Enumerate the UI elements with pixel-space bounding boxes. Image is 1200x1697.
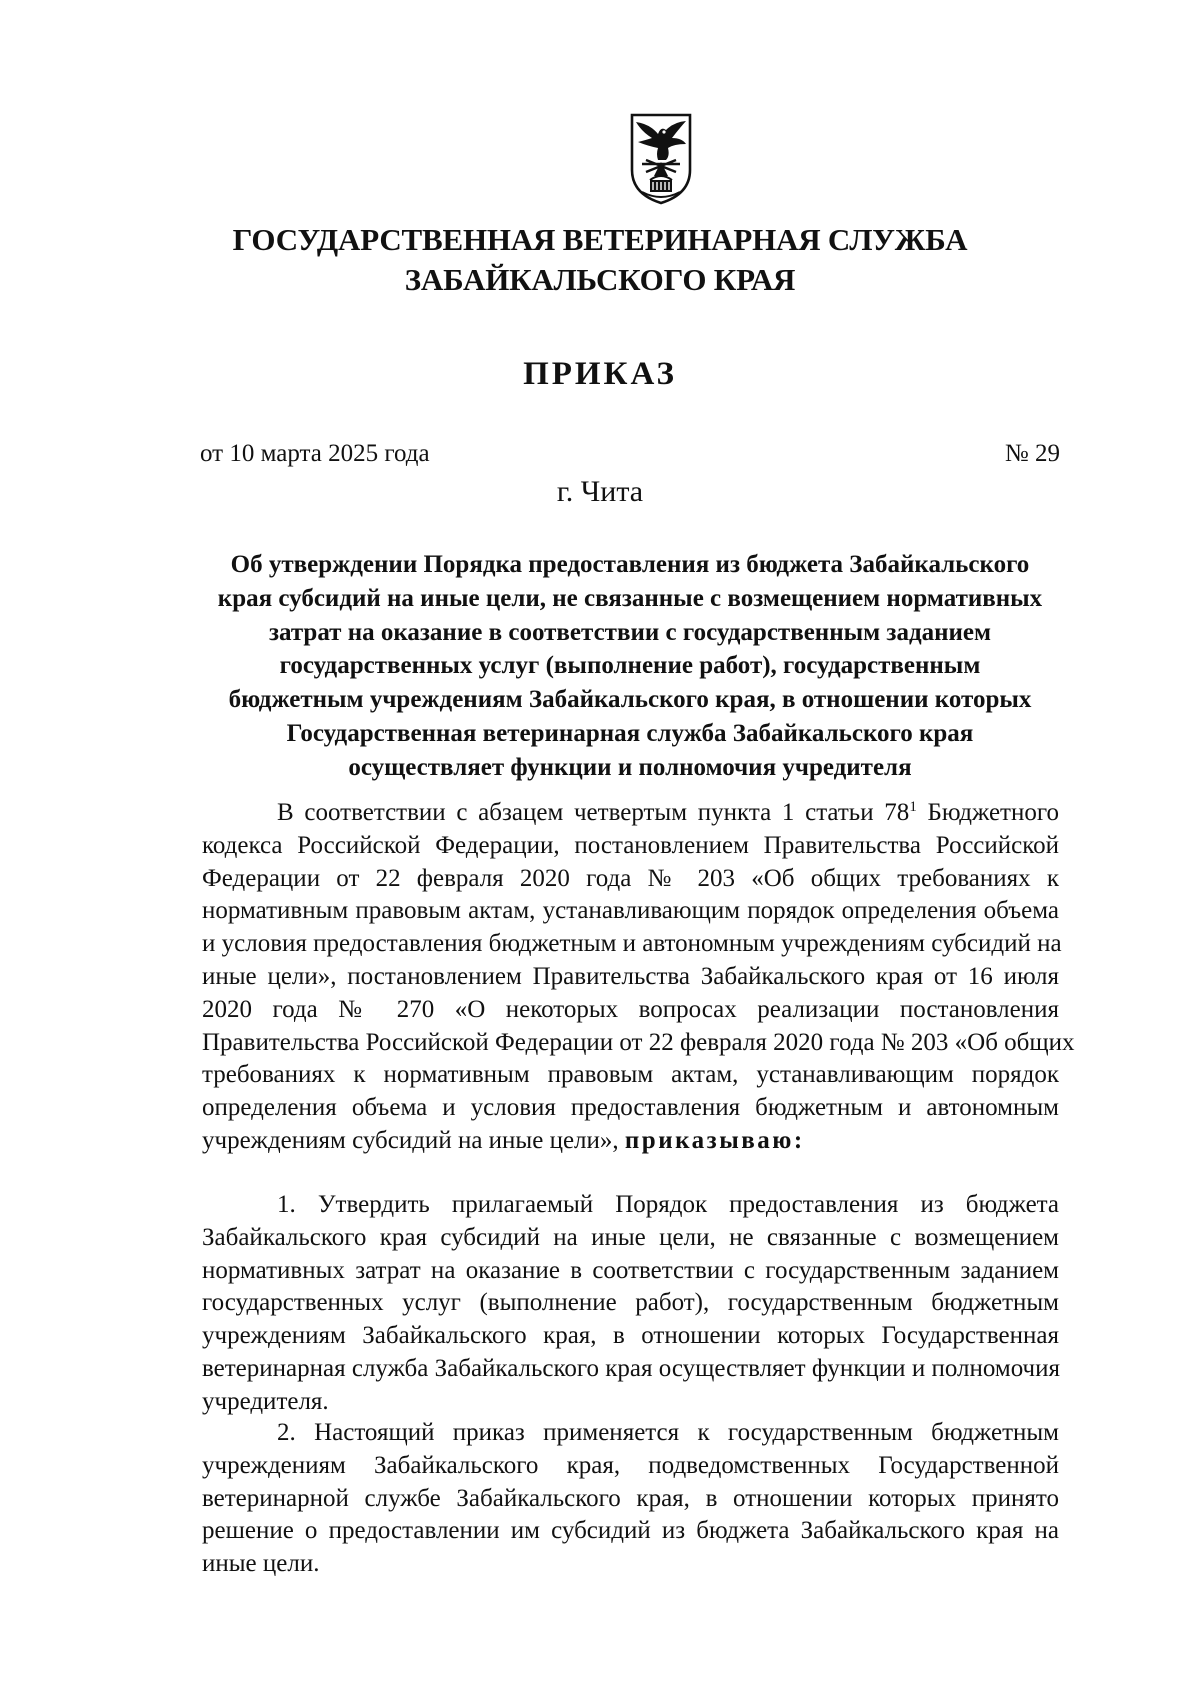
paragraph-line: государственных услуг (выполнение работ), государственным бюджетным bbox=[202, 1289, 1059, 1317]
paragraph-line: Правительства Российской Федерации от 22 февраля 2020 года № 203 «Об общих bbox=[202, 1028, 1075, 1056]
organization-name-line1: ГОСУДАРСТВЕННАЯ ВЕТЕРИНАРНАЯ СЛУЖБА bbox=[232, 222, 968, 257]
paragraph-line: Забайкальского края субсидий на иные цели, не связанные с возмещением bbox=[202, 1223, 1059, 1251]
paragraph-line: иные цели. bbox=[202, 1550, 320, 1578]
paragraph-line bbox=[202, 797, 1059, 830]
preamble-text: учреждениям субсидий на иные цели», bbox=[202, 1126, 625, 1154]
preamble-text: В соответствии с абзацем четвертым пункта 1 статьи 78 bbox=[277, 799, 910, 826]
paragraph-line: нормативным правовым актам, устанавливающим порядок определения объема bbox=[202, 897, 1059, 925]
paragraph-line: определения объема и условия предоставления бюджетным и автономным bbox=[202, 1094, 1059, 1122]
document-city: г. Чита bbox=[556, 475, 644, 508]
coat-of-arms-icon bbox=[628, 112, 694, 206]
paragraph-line: 1. Утвердить прилагаемый Порядок предоставления из бюджета bbox=[277, 1191, 1059, 1218]
paragraph-line: нормативных затрат на оказание в соответствии с государственным заданием bbox=[202, 1256, 1059, 1284]
paragraph-line: ветеринарной службе Забайкальского края, в отношении которых принято bbox=[202, 1484, 1059, 1512]
subject-line: Государственная ветеринарная служба Забайкальского края bbox=[286, 719, 974, 747]
subject-line: государственных услуг (выполнение работ), государственным bbox=[279, 652, 981, 680]
preamble-paragraph bbox=[202, 797, 1075, 1158]
paragraph-line: 2. Настоящий приказ применяется к государственным бюджетным bbox=[277, 1419, 1059, 1446]
paragraph-line: решение о предоставлении им субсидий из бюджета Забайкальского края на bbox=[202, 1517, 1059, 1545]
paragraph-line: требованиях к нормативным правовым актам, устанавливающим порядок bbox=[202, 1061, 1059, 1089]
document-date: от 10 марта 2025 года bbox=[200, 440, 430, 467]
subject-line: затрат на оказание в соответствии с государственным заданием bbox=[268, 618, 992, 646]
preamble-text: Бюджетного bbox=[916, 799, 1059, 826]
paragraph-line bbox=[202, 1125, 1059, 1158]
order-item-1 bbox=[202, 1189, 1059, 1419]
document-type: ПРИКАЗ bbox=[523, 356, 677, 392]
document-number: № 29 bbox=[1004, 440, 1060, 467]
document-subject bbox=[195, 548, 1065, 785]
paragraph-line: иные цели», постановлением Правительства Забайкальского края от 16 июля bbox=[202, 962, 1059, 990]
organization-name-line2: ЗАБАЙКАЛЬСКОГО КРАЯ bbox=[404, 262, 796, 297]
paragraph-line: учреждениям Забайкальского края, подведомственных Государственной bbox=[202, 1451, 1059, 1479]
paragraph-line: кодекса Российской Федерации, постановлением Правительства Российской bbox=[202, 831, 1059, 859]
order-word: приказываю: bbox=[624, 1126, 805, 1154]
subject-line: бюджетным учреждениям Забайкальского края, в отношении которых bbox=[228, 686, 1032, 714]
paragraph-line: ветеринарная служба Забайкальского края осуществляет функции и полномочия bbox=[202, 1354, 1060, 1382]
paragraph-line: учреждениям Забайкальского края, в отношении которых Государственная bbox=[202, 1322, 1059, 1350]
paragraph-line: учредителя. bbox=[202, 1387, 329, 1415]
paragraph-line: 2020 года № 270 «О некоторых вопросах реализации постановления bbox=[202, 995, 1059, 1023]
subject-line: Об утверждении Порядка предоставления из бюджета Забайкальского bbox=[230, 551, 1030, 578]
order-item-2 bbox=[202, 1417, 1059, 1581]
paragraph-line: и условия предоставления бюджетным и автономным учреждениям субсидий на bbox=[202, 930, 1062, 958]
article-superscript: 1 bbox=[909, 799, 917, 815]
subject-line: осуществляет функции и полномочия учредителя bbox=[348, 753, 912, 781]
paragraph-line: Федерации от 22 февраля 2020 года № 203 «Об общих требованиях к bbox=[202, 864, 1059, 892]
subject-line: края субсидий на иные цели, не связанные с возмещением нормативных bbox=[217, 584, 1043, 612]
